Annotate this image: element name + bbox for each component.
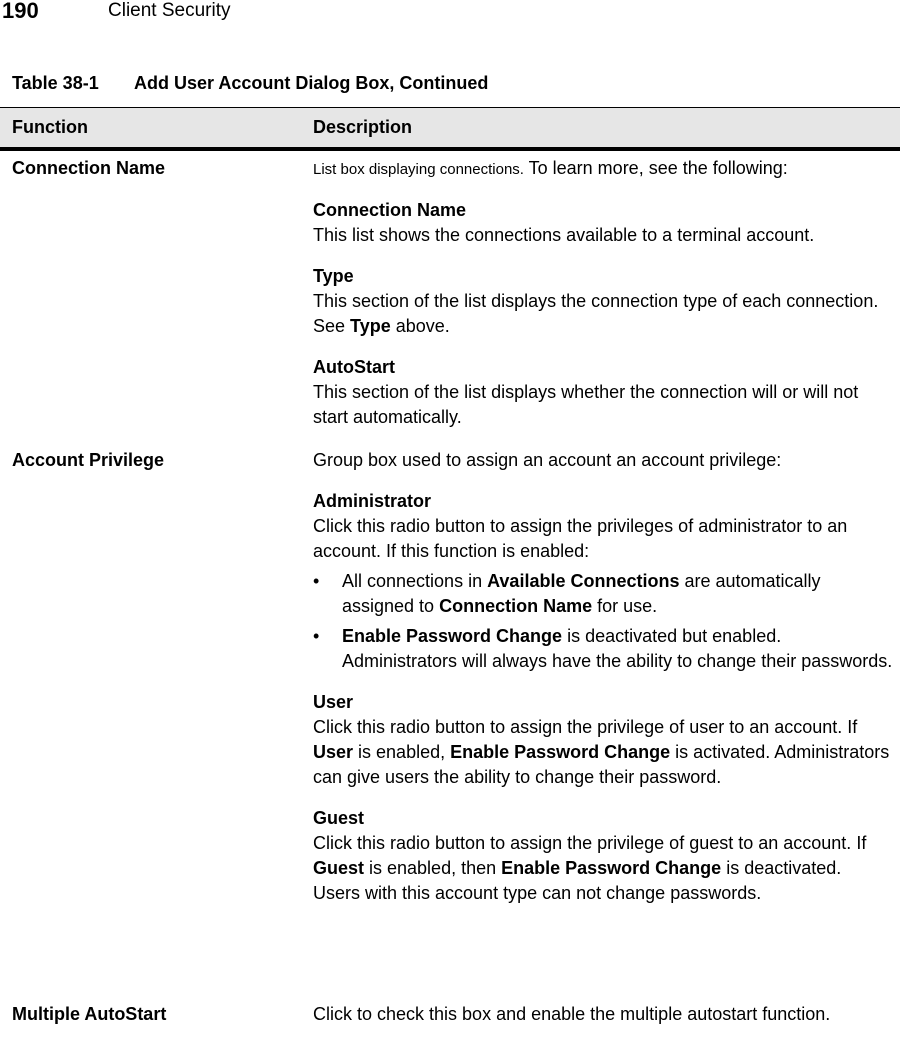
running-header: Client Security bbox=[108, 0, 231, 21]
caption-title: Add User Account Dialog Box, Continued bbox=[134, 73, 489, 93]
item-bold: Enable Password Change bbox=[501, 858, 722, 878]
caption-label: Table 38-1 bbox=[12, 73, 99, 93]
bullet-text: for use. bbox=[592, 596, 658, 616]
bullet-icon: • bbox=[313, 571, 320, 591]
item-text: This section of the list displays the connection type of each connection. See bbox=[313, 291, 879, 336]
item-title: Type bbox=[313, 266, 354, 286]
item-bold: Type bbox=[350, 316, 391, 336]
item-text: This list shows the connections available to a terminal account. bbox=[313, 225, 815, 245]
item-bold: User bbox=[313, 742, 354, 762]
item-text: is enabled, then bbox=[364, 858, 502, 878]
item-title: Connection Name bbox=[313, 200, 467, 220]
function-name: Account Privilege bbox=[12, 450, 165, 470]
column-description: Description bbox=[313, 117, 413, 137]
bullet-bold: Enable Password Change bbox=[342, 626, 563, 646]
bullet-icon: • bbox=[313, 626, 320, 646]
bullet-text: All connections in bbox=[342, 571, 488, 591]
bullet-item bbox=[313, 569, 893, 619]
table-caption bbox=[12, 73, 488, 94]
intro-small: List box displaying connections. bbox=[313, 161, 524, 178]
intro: Click to check this box and enable the multiple autostart function. bbox=[313, 1004, 831, 1024]
table-header bbox=[0, 107, 900, 151]
item-text: above. bbox=[390, 316, 450, 336]
bullet-bold: Available Connections bbox=[487, 571, 680, 591]
item-bold: Guest bbox=[313, 858, 365, 878]
function-name: Connection Name bbox=[12, 158, 166, 178]
item-title: Administrator bbox=[313, 491, 432, 511]
item-bold: Enable Password Change bbox=[450, 742, 671, 762]
item-text: Click this radio button to assign the privilege of user to an account. If bbox=[313, 717, 858, 737]
item-text: is activated. Administrators can give users the ability to change their password. bbox=[313, 742, 890, 787]
item-text: Click this radio button to assign the privileges of administrator to an account. If this function is enabled: bbox=[313, 516, 848, 561]
description bbox=[313, 156, 893, 446]
bullet-text: are automatically assigned to bbox=[342, 571, 821, 616]
item-text: This section of the list displays whether the connection will or will not start automatically. bbox=[313, 382, 859, 427]
bullet-item bbox=[313, 624, 893, 674]
page-number: 190 bbox=[2, 0, 39, 23]
item-title: User bbox=[313, 692, 354, 712]
item-title: Guest bbox=[313, 808, 365, 828]
intro: To learn more, see the following: bbox=[523, 158, 788, 178]
function-name: Multiple AutoStart bbox=[12, 1004, 167, 1024]
bullet-text: is deactivated but enabled. Administrators will always have the ability to change their passwords. bbox=[342, 626, 893, 671]
bullet-bold: Connection Name bbox=[439, 596, 593, 616]
description bbox=[313, 448, 893, 922]
intro: Group box used to assign an account an account privilege: bbox=[313, 450, 782, 470]
item-text: Click this radio button to assign the privilege of guest to an account. If bbox=[313, 833, 867, 853]
item-text: is enabled, bbox=[353, 742, 451, 762]
column-function: Function bbox=[12, 117, 88, 137]
item-text: is deactivated. Users with this account type can not change passwords. bbox=[313, 858, 842, 903]
item-title: AutoStart bbox=[313, 357, 395, 377]
description bbox=[313, 1002, 893, 1043]
